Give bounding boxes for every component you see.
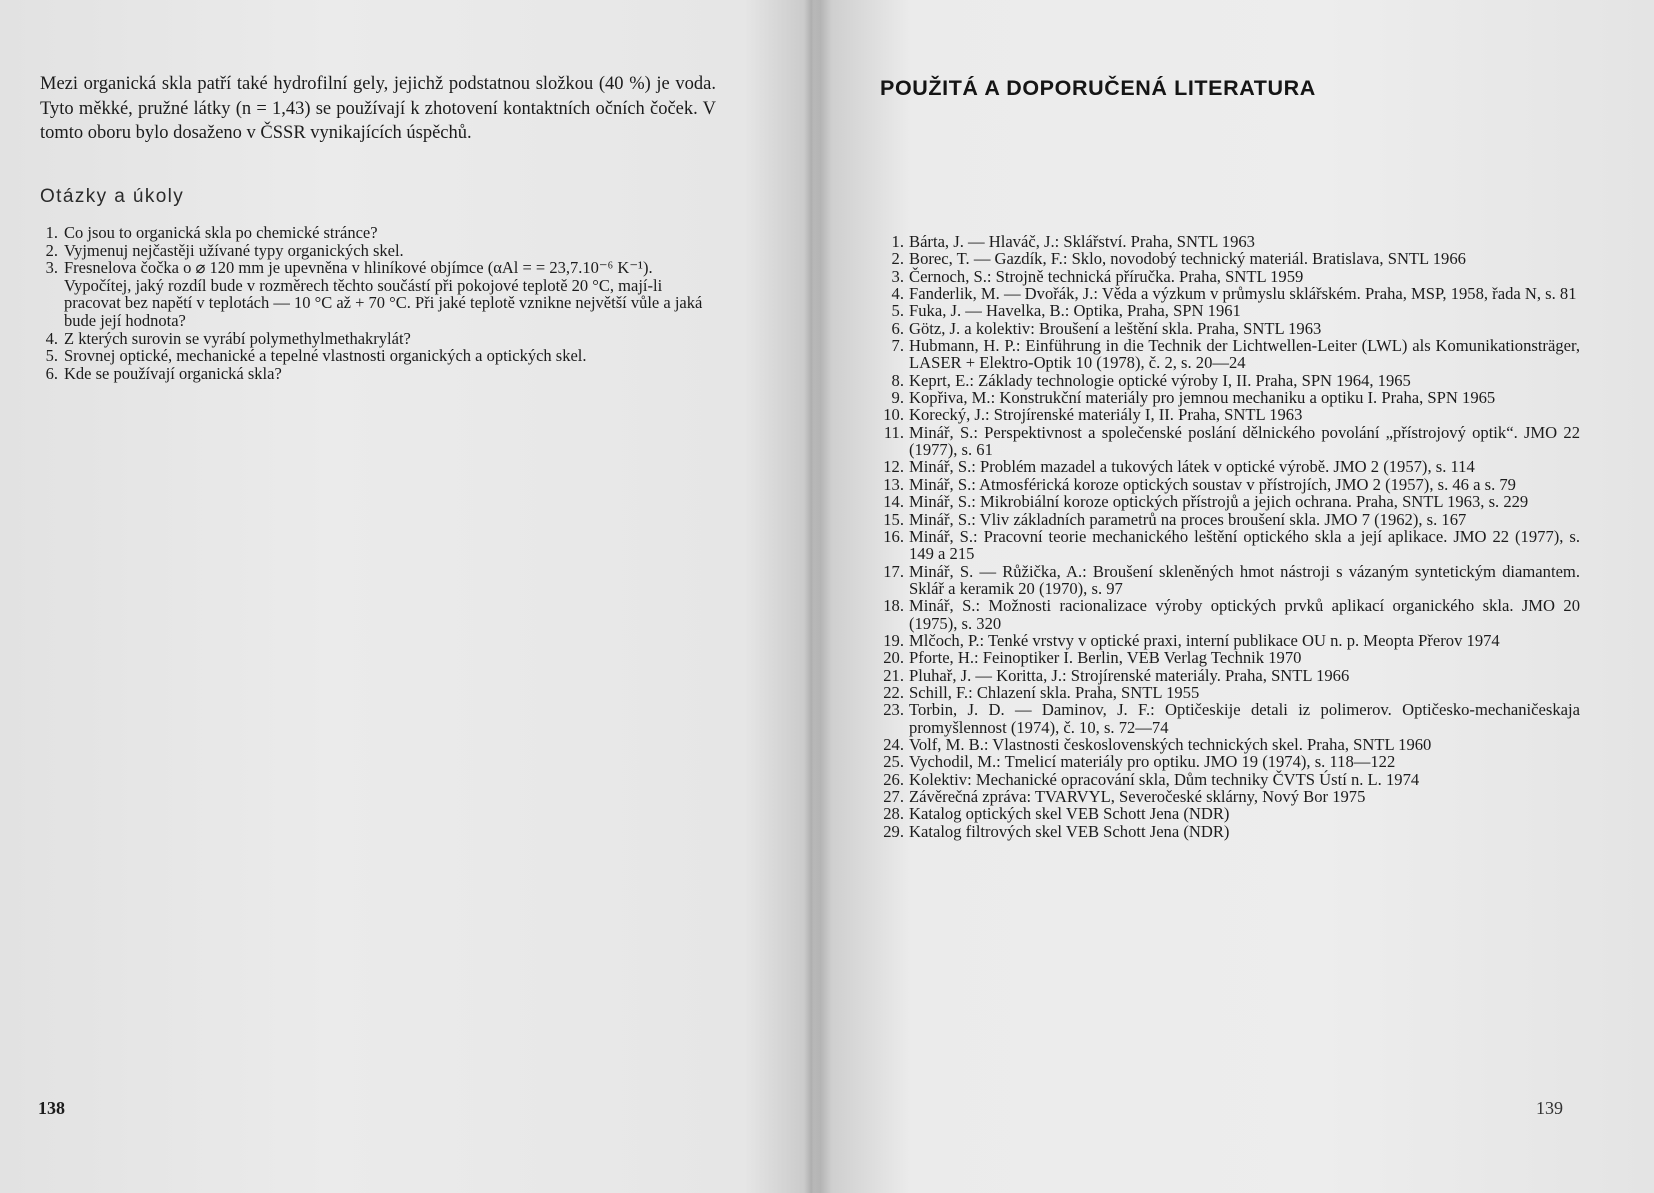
question-item-text: Z kterých surovin se vyrábí polymethylmethakrylát?: [64, 328, 411, 348]
reference-item: [868, 805, 1580, 822]
question-item-text: Kde se používají organická skla?: [64, 363, 282, 383]
reference-item-number: 22.: [883, 682, 904, 702]
reference-item-text: Katalog optických skel VEB Schott Jena (NDR): [909, 804, 1230, 824]
reference-item-text: Vychodil, M.: Tmelicí materiály pro optiku. JMO 19 (1974), s. 118—122: [909, 752, 1396, 772]
page-number-left: 138: [38, 1098, 65, 1118]
reference-item-text: Minář, S.: Atmosférická koroze optických soustav v přístrojích, JMO 2 (1957), s. 46 a s. 79: [909, 474, 1516, 494]
reference-item-text: Götz, J. a kolektiv: Broušení a leštění skla. Praha, SNTL 1963: [909, 318, 1322, 338]
question-item-number: 5.: [45, 346, 58, 366]
reference-item-number: 15.: [883, 509, 904, 529]
reference-item-text: Mlčoch, P.: Tenké vrstvy v optické praxi, interní publikace OU n. p. Meopta Přerov 1974: [909, 630, 1500, 650]
reference-item-text: Fuka, J. — Havelka, B.: Optika, Praha, SPN 1961: [909, 301, 1241, 321]
question-item-number: 4.: [45, 328, 58, 348]
reference-item-number: 19.: [883, 630, 904, 650]
reference-item: [868, 528, 1580, 563]
reference-item-number: 5.: [891, 301, 904, 321]
reference-item-number: 6.: [891, 318, 904, 338]
reference-item: [868, 424, 1580, 459]
reference-item: [868, 511, 1580, 528]
reference-item-text: Minář, S.: Problém mazadel a tukových látek v optické výrobě. JMO 2 (1957), s. 114: [909, 457, 1475, 477]
reference-item: [868, 753, 1580, 770]
reference-item-number: 4.: [891, 284, 904, 304]
reference-item-number: 21.: [883, 665, 904, 685]
question-item: [36, 259, 716, 329]
reference-item-text: Torbin, J. D. — Daminov, J. F.: Optičeskije detali iz polimerov. Optičesko-mechaničeskaja promyšlennost (1974), č. 10, s. 72—74: [909, 700, 1580, 737]
reference-item: [868, 458, 1580, 475]
question-item: [36, 330, 716, 348]
reference-item: [868, 649, 1580, 666]
reference-item: [868, 788, 1580, 805]
question-item-text: Co jsou to organická skla po chemické stránce?: [64, 223, 378, 242]
reference-item-text: Schill, F.: Chlazení skla. Praha, SNTL 1955: [909, 682, 1200, 702]
references-list: [868, 233, 1580, 840]
left-page: [0, 0, 808, 1193]
reference-item-text: Minář, S.: Pracovní teorie mechanického leštění optického skla a její aplikace. JMO 22 (1977), s. 149 a 215: [909, 526, 1580, 564]
reference-item-number: 24.: [883, 734, 904, 754]
reference-item: [868, 285, 1580, 302]
question-item-text: Srovnej optické, mechanické a tepelné vlastnosti organických a optických skel.: [64, 346, 587, 366]
reference-item: [868, 771, 1580, 788]
reference-item-text: Borec, T. — Gazdík, F.: Sklo, novodobý technický materiál. Bratislava, SNTL 1966: [909, 249, 1466, 269]
reference-item-number: 25.: [883, 752, 904, 772]
reference-item-number: 2.: [891, 249, 904, 269]
page-number-right: 139: [1536, 1098, 1563, 1118]
reference-item-text: Hubmann, H. P.: Einführung in die Technik der Lichtwellen-Leiter (LWL) als Komunikationsträger, LASER + Elektro-Optik 10 (1978), č. 2, s. 20—24: [909, 336, 1580, 373]
question-item-number: 6.: [45, 363, 58, 383]
reference-item-text: Katalog filtrových skel VEB Schott Jena (NDR): [909, 821, 1230, 841]
reference-item-text: Minář, S. — Růžička, A.: Broušení skleněných hmot nástroji s vázaným syntetickým diamantem. Sklář a keramik 20 (1970), s. 97: [909, 561, 1580, 598]
reference-item: [868, 406, 1580, 423]
reference-item-text: Pluhař, J. — Koritta, J.: Strojírenské materiály. Praha, SNTL 1966: [909, 665, 1350, 685]
reference-item: [868, 632, 1580, 649]
question-item-number: 2.: [45, 240, 58, 260]
reference-item-number: 12.: [883, 457, 904, 477]
questions-list: [36, 224, 716, 382]
question-item: [36, 224, 716, 242]
reference-item: [868, 701, 1580, 736]
reference-item-number: 20.: [883, 648, 904, 668]
reference-item: [868, 250, 1580, 267]
reference-item-text: Kopřiva, M.: Konstrukční materiály pro jemnou mechaniku a optiku I. Praha, SPN 1965: [909, 388, 1496, 408]
reference-item: [868, 823, 1580, 840]
reference-item-text: Minář, S.: Možnosti racionalizace výroby optických prvků aplikací organického skla. JMO 20 (1975), s. 320: [909, 596, 1580, 633]
reference-item: [868, 320, 1580, 337]
reference-item: [868, 233, 1580, 250]
section-heading: Otázky a úkoly: [40, 186, 185, 207]
reference-item-number: 11.: [883, 422, 904, 442]
reference-item: [868, 389, 1580, 406]
reference-item-number: 14.: [883, 492, 904, 512]
reference-item-text: Fanderlik, M. — Dvořák, J.: Věda a výzkum v průmyslu sklářském. Praha, MSP, 1958, řada N, s. 81: [909, 284, 1577, 304]
reference-item-text: Závěrečná zpráva: TVARVYL, Severočeské sklárny, Nový Bor 1975: [909, 787, 1366, 806]
reference-item-number: 26.: [883, 769, 904, 789]
reference-item-number: 3.: [891, 266, 904, 286]
reference-item: [868, 597, 1580, 632]
reference-item-text: Bárta, J. — Hlaváč, J.: Sklářství. Praha, SNTL 1963: [909, 232, 1255, 251]
reference-item-number: 23.: [883, 700, 904, 720]
reference-item-number: 1.: [891, 232, 904, 251]
reference-item-text: Kolektiv: Mechanické opracování skla, Dům techniky ČVTS Ústí n. L. 1974: [909, 769, 1420, 789]
reference-item-number: 29.: [883, 821, 904, 841]
reference-item: [868, 337, 1580, 372]
reference-item-number: 18.: [883, 596, 904, 616]
intro-paragraph: Mezi organická skla patří také hydrofilní gely, jejichž podstatnou složkou (40 %) je voda. Tyto měkké, pružné látky (n = 1,43) se používají k zhotovení kontaktních očních čoček. V tomto oboru bylo dosaženo v ČSSR vynikajících úspěchů.: [40, 74, 716, 143]
question-item-text: Vyjmenuj nejčastěji užívané typy organických skel.: [64, 240, 404, 260]
reference-item-number: 7.: [891, 336, 904, 356]
reference-item-number: 17.: [883, 561, 904, 581]
reference-item-text: Volf, M. B.: Vlastnosti československých technických skel. Praha, SNTL 1960: [909, 734, 1432, 754]
reference-item-text: Minář, S.: Mikrobiální koroze optických přístrojů a jejich ochrana. Praha, SNTL 1963, s. 229: [909, 492, 1529, 512]
reference-item: [868, 684, 1580, 701]
reference-item-text: Korecký, J.: Strojírenské materiály I, II. Praha, SNTL 1963: [909, 405, 1303, 425]
question-item-number: 3.: [45, 258, 58, 278]
reference-item-number: 8.: [891, 370, 904, 390]
reference-item: [868, 268, 1580, 285]
reference-item: [868, 563, 1580, 598]
question-item: [36, 365, 716, 383]
reference-item-text: Minář, S.: Perspektivnost a společenské poslání dělnického povolání „přístrojový optik“. JMO 22 (1977), s. 61: [909, 422, 1580, 460]
reference-item: [868, 476, 1580, 493]
question-item: [36, 347, 716, 365]
question-item-text: Fresnelova čočka o ⌀ 120 mm je upevněna v hliníkové objímce (αAl = = 23,7.10⁻⁶ K⁻¹). Vypočítej, jaký rozdíl bude v rozměrech těchto součástí při pokojové teplotě 20 °C, mají-li pracovat bez napětí v teplotách — 10 °C až + 70 °C. Při jaké teplotě vznikne největší vůle a jaká bude její hodnota?: [64, 258, 703, 330]
reference-item: [868, 493, 1580, 510]
reference-item-number: 27.: [883, 787, 904, 806]
reference-item-number: 16.: [883, 526, 904, 546]
question-item: [36, 242, 716, 260]
reference-item: [868, 667, 1580, 684]
reference-item-number: 13.: [883, 474, 904, 494]
reference-item-number: 9.: [891, 388, 904, 408]
reference-item: [868, 736, 1580, 753]
reference-item-text: Keprt, E.: Základy technologie optické výroby I, II. Praha, SPN 1964, 1965: [909, 370, 1411, 390]
reference-item-number: 10.: [883, 405, 904, 425]
chapter-title: POUŽITÁ A DOPORUČENÁ LITERATURA: [880, 76, 1316, 100]
right-page: [816, 0, 1654, 1193]
reference-item-text: Minář, S.: Vliv základních parametrů na proces broušení skla. JMO 7 (1962), s. 167: [909, 509, 1467, 529]
reference-item-text: Černoch, S.: Strojně technická příručka. Praha, SNTL 1959: [909, 266, 1304, 286]
reference-item: [868, 372, 1580, 389]
reference-item-text: Pforte, H.: Feinoptiker I. Berlin, VEB Verlag Technik 1970: [909, 648, 1302, 668]
reference-item: [868, 302, 1580, 319]
reference-item-number: 28.: [883, 804, 904, 824]
question-item-number: 1.: [45, 223, 58, 242]
